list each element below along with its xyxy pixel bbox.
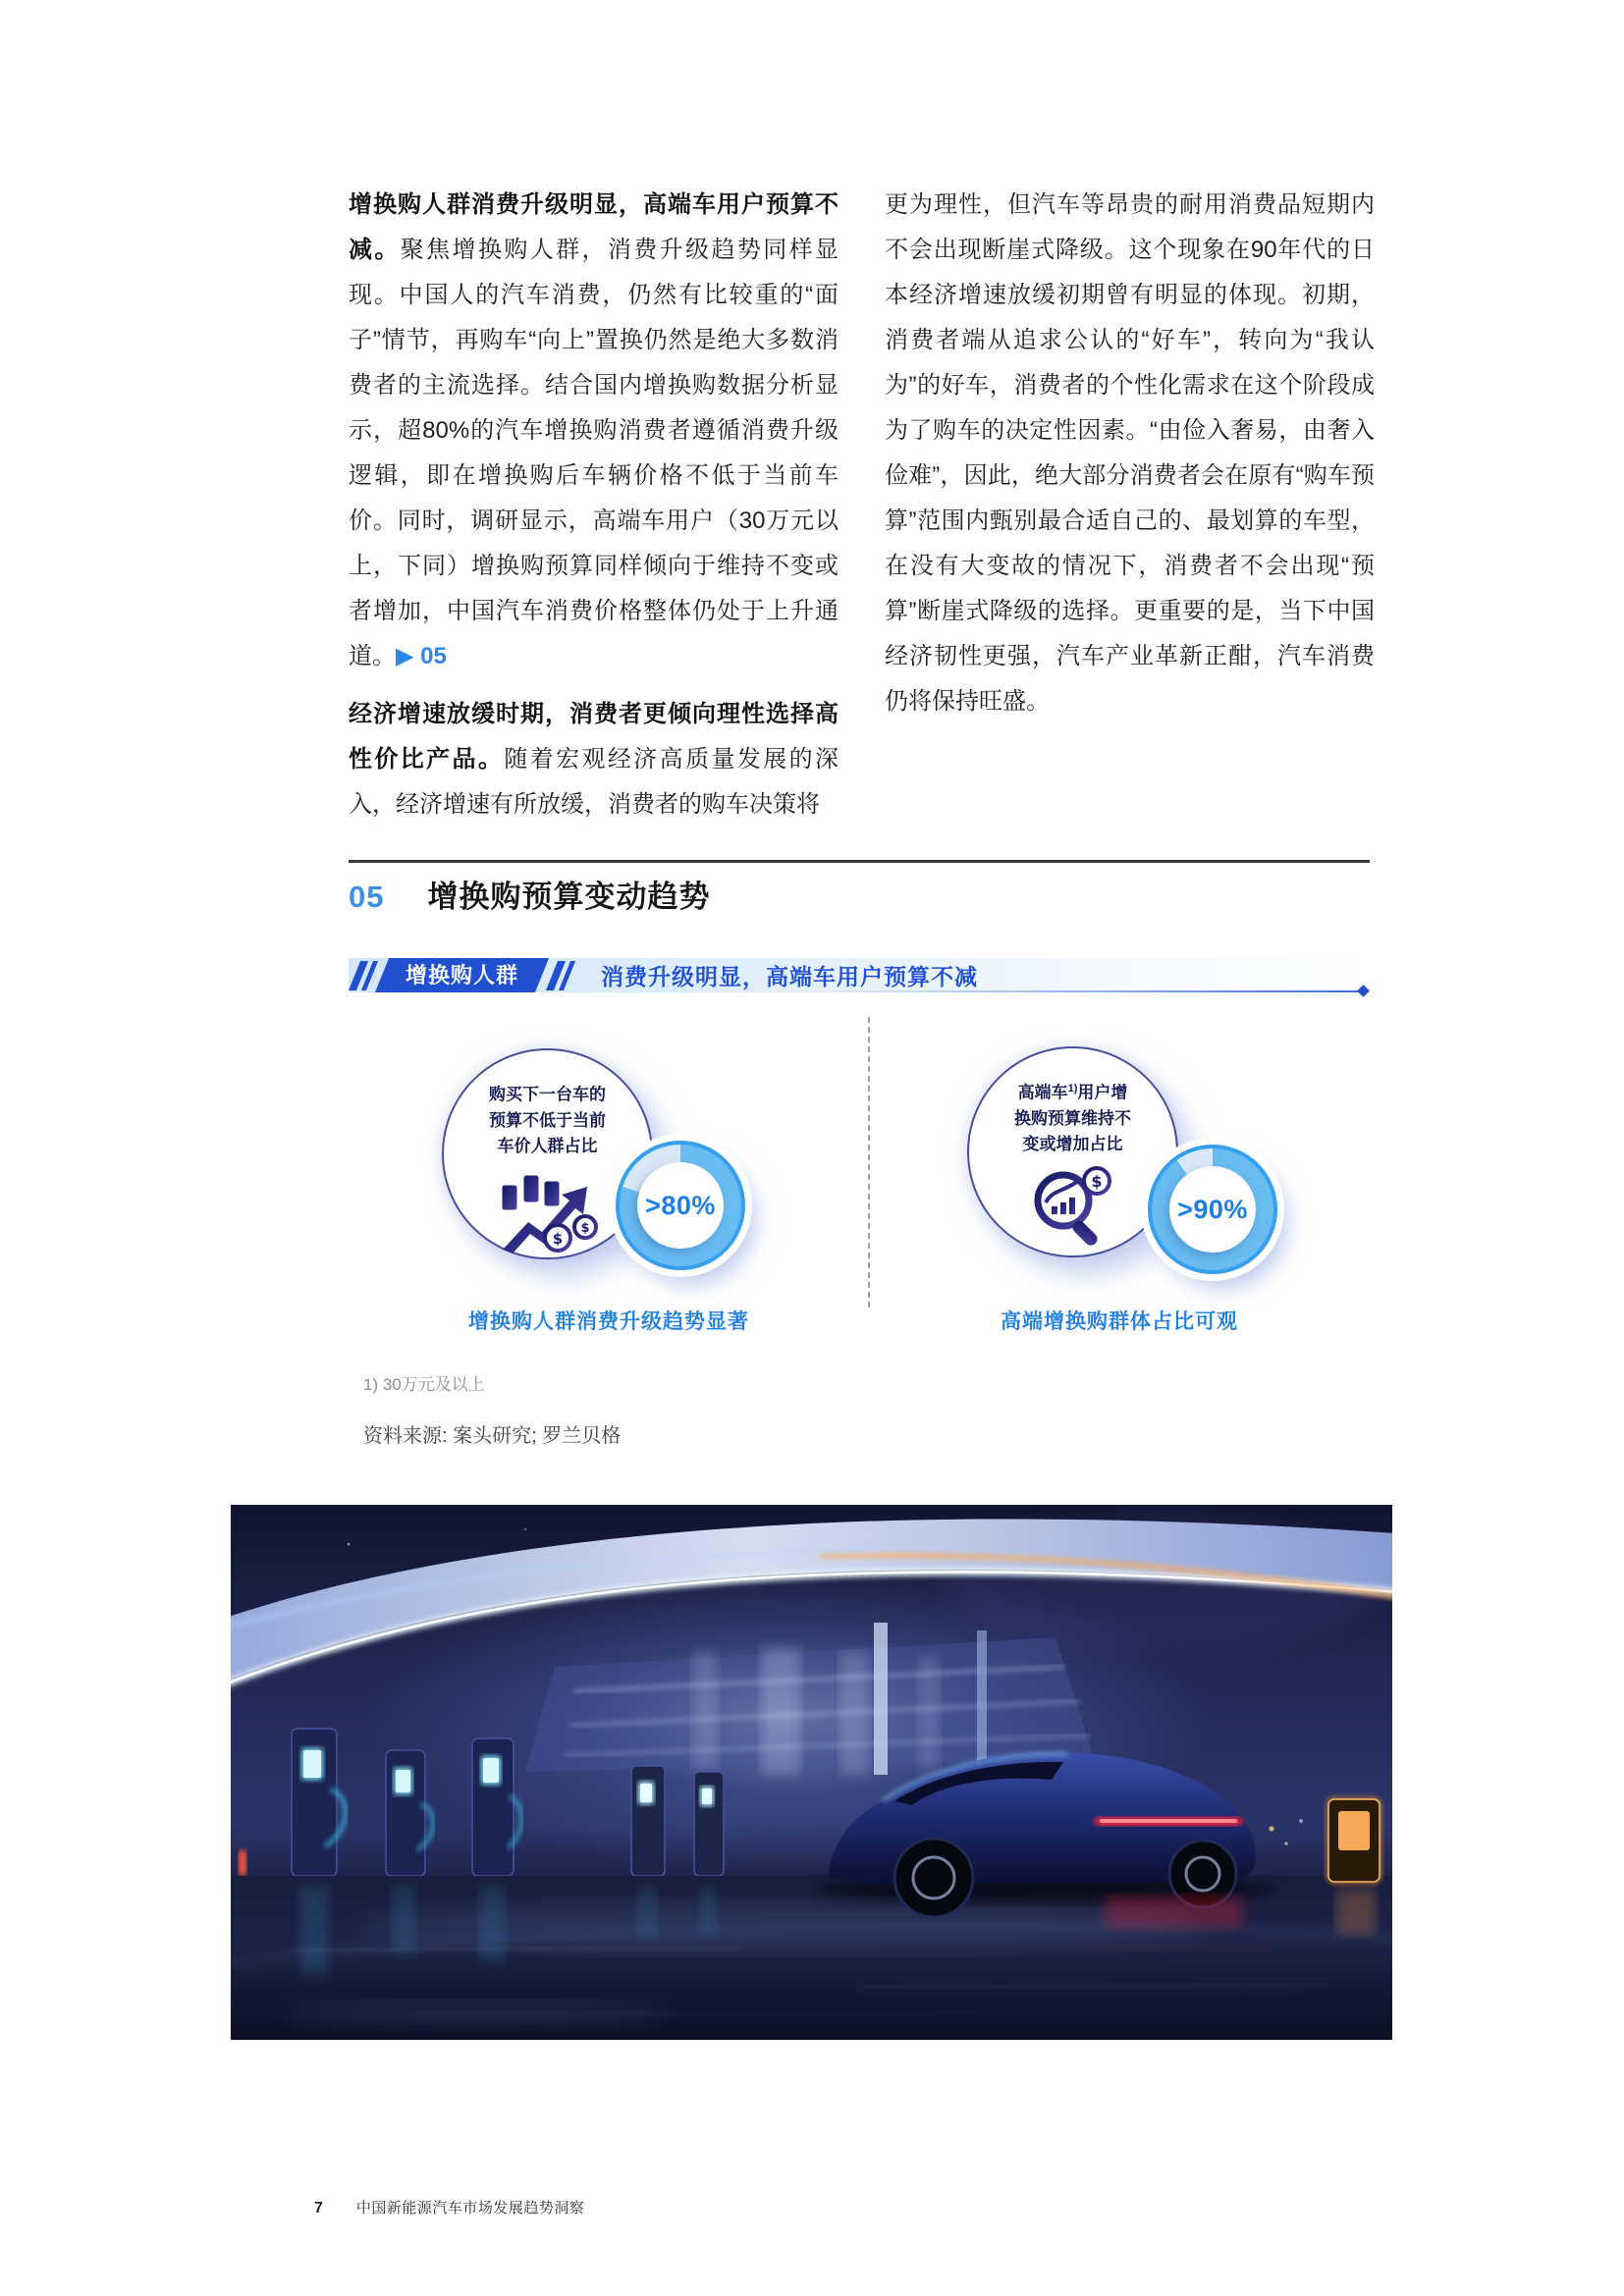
figure-source: 资料来源: 案头研究; 罗兰贝格 [363,1425,622,1447]
section-title: 增换购预算变动趋势 [427,880,711,914]
donut-hole [637,1162,724,1249]
section-number: 05 [349,880,385,914]
banner-right-stripes-icon [552,961,569,990]
banner-headline: 消费升级明显，高端车用户预算不减 [601,964,979,989]
paragraph-lead-bold: 增换购人群消费升级明显，高端车用户预算不减。 [349,191,839,263]
paragraph-text: 聚焦增换购人群，消费升级趋势同样显现。中国人的汽车消费，仍然有比较重的“面子”情节，再购车“向上”置换仍然是绝大多数消费者的主流选择。结合国内增换购数据分析显示，超80%的汽车增换购消费者遵循消费升级逻辑，即在增换购后车辆价格不低于当前车价。同时，调研显示，高端车用户（30万元以上，下同）增换购预算同样倾向于维持不变或者增加，中国汽车消费价格整体仍处于上升通道。 [349,237,839,669]
article-column-right [885,183,1375,840]
figure-group-mass-market [349,1011,869,1350]
paragraph [885,183,1375,724]
donut-hole [1169,1166,1256,1253]
figure-bubble [967,1046,1178,1257]
paragraph-lead-bold: 经济增速放缓时期，消费者更倾向理性选择高性价比产品。 [349,701,839,773]
magnifier-bar-chart-dollar-icon [1022,1163,1124,1258]
paragraph [349,692,839,828]
footer-report-title: 中国新能源汽车市场发展趋势洞察 [355,2200,585,2216]
svg-text:$: $ [579,1220,590,1236]
figure-group-caption: 增换购人群消费升级趋势显著 [468,1310,749,1333]
section-header [349,872,1370,916]
candlestick-growth-arrow-coins-icon [497,1165,599,1260]
paragraph-text: 随着宏观经济高质量发展的深入，经济增速有所放缓，消费者的购车决策将 [349,746,839,818]
donut-value: >90% [1177,1194,1248,1224]
figure-ref-link[interactable]: ▶ 05 [396,643,447,669]
figure-banner [349,958,1370,992]
hero-photo [231,1505,1392,2040]
svg-text:$: $ [552,1229,563,1248]
hero-photo-illustration [231,1505,1392,2040]
bubble-text: 购买下一台车的 预算不低于当前 车价人群占比 [489,1085,606,1155]
bubble-text: 高端车$^{1)}$用户增 换购预算维持不 变或增加占比 [1014,1083,1131,1153]
article-column-left [349,183,839,840]
figure-donut-groups [349,1011,1370,1350]
figure-group-premium [869,1011,1370,1350]
svg-text:$: $ [1090,1171,1103,1191]
paragraph-text: 更为理性，但汽车等昂贵的耐用消费品短期内不会出现断崖式降级。这个现象在90年代的日本经济增速放缓初期曾有明显的体现。初期，消费者端从追求公认的“好车”，转向为“我认为”的好车，消费者的个性化需求在这个阶段成为了购车的决定性因素。“由俭入奢易，由奢入俭难”，因此，绝大部分消费者会在原有“购车预算”范围内甄别最合适自己的、最划算的车型，在没有大变故的情况下，消费者不会出现“预算”断崖式降级的选择。更重要的是，当下中国经济韧性更强，汽车产业革新正酣，汽车消费仍将保持旺盛。 [885,191,1375,715]
page-footer [314,2197,584,2217]
banner-left-stripes-icon [354,961,372,990]
figure-group-caption: 高端增换购群体占比可观 [1001,1310,1238,1333]
donut-chart-over-80 [616,1141,745,1270]
figure-footnote: 1) 30万元及以上 [363,1375,485,1394]
article-columns [349,183,1375,840]
section-divider-rule [349,860,1370,863]
footer-page-number: 7 [314,2200,323,2216]
banner-label-tag: 增换购人群 [375,958,549,992]
donut-value: >80% [645,1190,716,1220]
donut-chart-over-90 [1148,1145,1277,1274]
paragraph [349,183,839,679]
